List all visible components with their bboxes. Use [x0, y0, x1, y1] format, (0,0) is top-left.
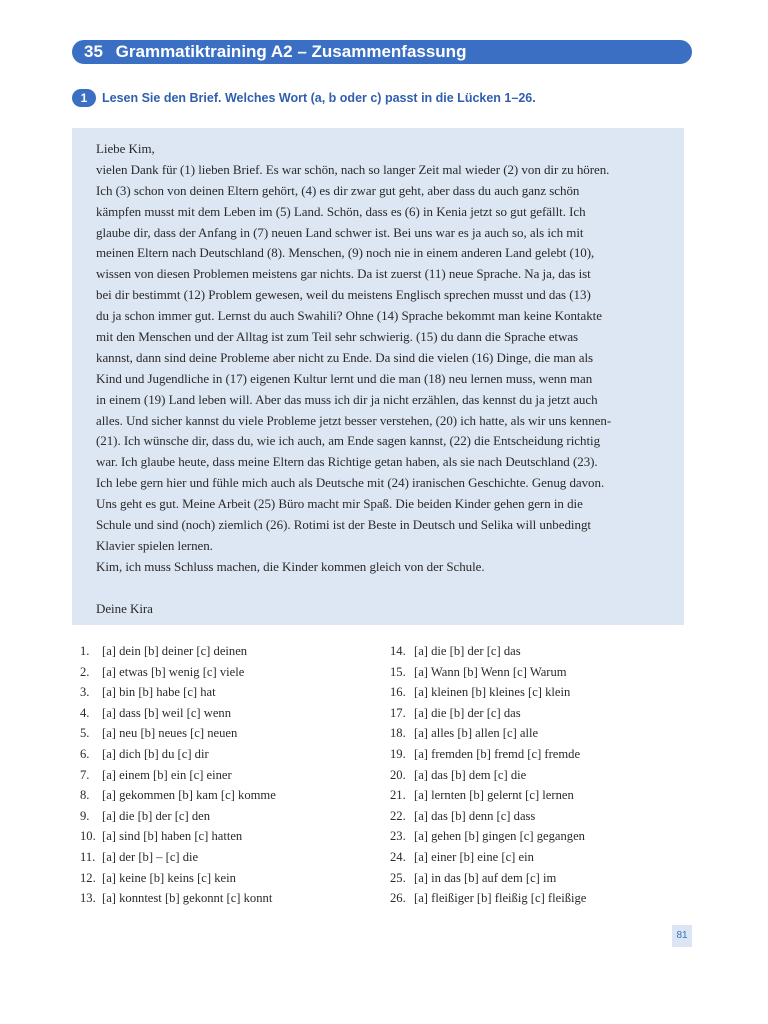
- item-options: [a] einer [b] eine [c] ein: [414, 849, 534, 864]
- answer-option-row: [390, 826, 690, 847]
- item-number: 18.: [390, 726, 406, 741]
- item-number: 9.: [80, 808, 90, 823]
- letter-line: du ja schon immer gut. Lernst du auch Swahili? Ohne (14) Sprache bekommt man keine Kontakte: [96, 308, 602, 324]
- answer-option-row: [80, 641, 380, 662]
- answer-option-row: [80, 744, 380, 765]
- answer-option-row: [390, 723, 690, 744]
- item-number: 1.: [80, 644, 90, 658]
- letter-line: alles. Und sicher kannst du viele Probleme jetzt besser verstehen, (20) ich hatte, als wir uns kennen-: [96, 412, 612, 428]
- item-options: [a] der [b] – [c] die: [102, 849, 199, 864]
- answer-option-row: [390, 806, 690, 827]
- item-number: 19.: [390, 746, 406, 761]
- item-options: [a] neu [b] neues [c] neuen: [102, 726, 238, 741]
- item-options: [a] keine [b] keins [c] kein: [102, 870, 236, 885]
- letter-line: Ich (3) schon von deinen Eltern gehört, (4) es dir zwar gut geht, aber dass du auch ganz schön: [96, 182, 580, 198]
- item-options: [a] dass [b] weil [c] wenn: [102, 705, 232, 720]
- answer-option-row: [80, 682, 380, 703]
- answer-options-left-column: [80, 641, 380, 909]
- item-options: [a] gehen [b] gingen [c] gegangen: [414, 829, 585, 844]
- item-options: [a] alles [b] allen [c] alle: [414, 726, 539, 741]
- item-number: 20.: [390, 767, 406, 782]
- item-options: [a] das [b] denn [c] dass: [414, 808, 536, 823]
- letter-line: kannst, dann sind deine Probleme aber nicht zu Ende. Da sind die vielen (16) Dinge, die man als: [96, 349, 594, 365]
- letter-line: Kind und Jugendliche in (17) eigenen Kultur lernt und die man (18) neu lernen muss, wenn man: [96, 370, 593, 386]
- answer-option-row: [390, 682, 690, 703]
- item-number: 17.: [390, 705, 406, 720]
- letter-line: Ich lebe gern hier und fühle mich auch als Deutsche mit (24) iranischen Geschichte. Genug davon.: [96, 475, 605, 491]
- letter-signature: Deine Kira: [96, 600, 153, 616]
- letter-line: bei dir bestimmt (12) Problem gewesen, weil du meistens Englisch sprechen musst und das (13): [96, 287, 591, 303]
- answer-option-row: [390, 888, 690, 909]
- item-number: 12.: [80, 870, 96, 885]
- answer-options-right-column: [390, 641, 690, 909]
- item-options: [a] einem [b] ein [c] einer: [102, 767, 232, 782]
- letter-greeting: Liebe Kim,: [96, 141, 155, 156]
- item-options: [a] gekommen [b] kam [c] komme: [102, 788, 276, 803]
- answer-option-row: [390, 868, 690, 889]
- letter-line: glaube dir, dass der Anfang in (7) neuen Land schwer ist. Bei uns war es ja auch so, als ich mit: [96, 224, 584, 240]
- answer-option-row: [390, 765, 690, 786]
- answer-option-row: [390, 703, 690, 724]
- item-number: 8.: [80, 788, 90, 803]
- answer-option-row: [390, 641, 690, 662]
- answer-option-row: [390, 662, 690, 683]
- answer-option-row: [80, 785, 380, 806]
- item-number: 15.: [390, 664, 406, 679]
- letter-line: Uns geht es gut. Meine Arbeit (25) Büro macht mir Spaß. Die beiden Kinder gehen gern in die: [96, 496, 583, 512]
- answer-option-row: [80, 847, 380, 868]
- item-options: [a] das [b] dem [c] die: [414, 767, 527, 782]
- letter-line: war. Ich glaube heute, dass meine Eltern das Richtige getan haben, als sie nach Deutschland (23).: [96, 454, 598, 470]
- item-number: 4.: [80, 705, 90, 720]
- letter-line: mit den Menschen und der Alltag ist zum Teil sehr schwierig. (15) du dann die Sprache etwas: [96, 329, 579, 345]
- item-number: 14.: [390, 644, 406, 658]
- item-number: 24.: [390, 849, 406, 864]
- chapter-header: [72, 40, 692, 64]
- answer-option-row: [390, 785, 690, 806]
- item-number: 11.: [80, 849, 96, 864]
- letter-line: Klavier spielen lernen.: [96, 537, 213, 553]
- answer-option-row: [80, 662, 380, 683]
- exercise-heading: [72, 88, 536, 108]
- item-options: [a] die [b] der [c] den: [102, 808, 211, 823]
- item-number: 2.: [80, 664, 90, 679]
- item-number: 7.: [80, 767, 90, 782]
- item-number: 10.: [80, 829, 96, 844]
- chapter-number: 35: [84, 42, 103, 61]
- letter-line: wissen von diesen Problemen meistens gar nichts. Da ist zuerst (11) neue Sprache. Na ja, das ist: [96, 266, 591, 282]
- answer-option-row: [80, 806, 380, 827]
- answer-option-row: [80, 826, 380, 847]
- item-options: [a] etwas [b] wenig [c] viele: [102, 664, 245, 679]
- letter-line: Kim, ich muss Schluss machen, die Kinder kommen gleich von der Schule.: [96, 558, 485, 574]
- item-options: [a] sind [b] haben [c] hatten: [102, 829, 243, 844]
- item-options: [a] dein [b] deiner [c] deinen: [102, 644, 248, 658]
- letter-line: kämpfen musst mit dem Leben im (5) Land. Schön, dass es (6) in Kenia jetzt so gut gefällt. Ich: [96, 203, 586, 219]
- item-number: 23.: [390, 829, 406, 844]
- letter-line: in einem (19) Land leben will. Aber das muss ich dir ja nicht erzählen, das kennst du ja jetzt auch: [96, 391, 598, 407]
- answer-option-row: [390, 847, 690, 868]
- item-options: [a] bin [b] habe [c] hat: [102, 685, 216, 700]
- answer-option-row: [80, 723, 380, 744]
- item-number: 5.: [80, 726, 90, 741]
- item-number: 13.: [80, 891, 96, 906]
- item-options: [a] fleißiger [b] fleißig [c] fleißige: [414, 891, 587, 906]
- item-options: [a] in das [b] auf dem [c] im: [414, 870, 557, 885]
- answer-option-row: [80, 765, 380, 786]
- letter-spacer: [96, 578, 674, 599]
- item-options: [a] konntest [b] gekonnt [c] konnt: [102, 891, 273, 906]
- answer-option-row: [390, 744, 690, 765]
- answer-option-row: [80, 888, 380, 909]
- item-options: [a] lernten [b] gelernt [c] lernen: [414, 788, 574, 803]
- item-number: 3.: [80, 685, 90, 700]
- chapter-title: Grammatiktraining A2 – Zusammenfassung: [115, 42, 467, 61]
- item-options: [a] die [b] der [c] das: [414, 644, 521, 658]
- letter-line: vielen Dank für (1) lieben Brief. Es war schön, nach so langer Zeit mal wieder (2) von dir zu hören.: [96, 161, 610, 177]
- letter-line: meinen Eltern nach Deutschland (8). Menschen, (9) noch nie in einem anderen Land gelebt (10),: [96, 245, 595, 261]
- item-number: 21.: [390, 788, 406, 803]
- item-number: 6.: [80, 746, 90, 761]
- exercise-number-badge: 1: [72, 89, 96, 107]
- page-number: 81: [672, 925, 692, 947]
- item-number: 22.: [390, 808, 406, 823]
- item-number: 26.: [390, 891, 406, 906]
- exercise-instruction: Lesen Sie den Brief. Welches Wort (a, b oder c) passt in die Lücken 1–26.: [102, 91, 536, 105]
- answer-option-row: [80, 868, 380, 889]
- letter-line: Schule und sind (noch) ziemlich (26). Rotimi ist der Beste in Deutsch und Selika will unbedingt: [96, 517, 591, 533]
- item-number: 16.: [390, 685, 406, 700]
- item-options: [a] fremden [b] fremd [c] fremde: [414, 746, 581, 761]
- item-options: [a] die [b] der [c] das: [414, 705, 521, 720]
- item-number: 25.: [390, 870, 406, 885]
- item-options: [a] kleinen [b] kleines [c] klein: [414, 685, 571, 700]
- letter-line: (21). Ich wünsche dir, dass du, wie ich auch, am Ende sagen kannst, (22) die Entscheidung richtig: [96, 433, 601, 449]
- answer-option-row: [80, 703, 380, 724]
- item-options: [a] Wann [b] Wenn [c] Warum: [414, 664, 567, 679]
- letter-box: [72, 128, 684, 625]
- item-options: [a] dich [b] du [c] dir: [102, 746, 209, 761]
